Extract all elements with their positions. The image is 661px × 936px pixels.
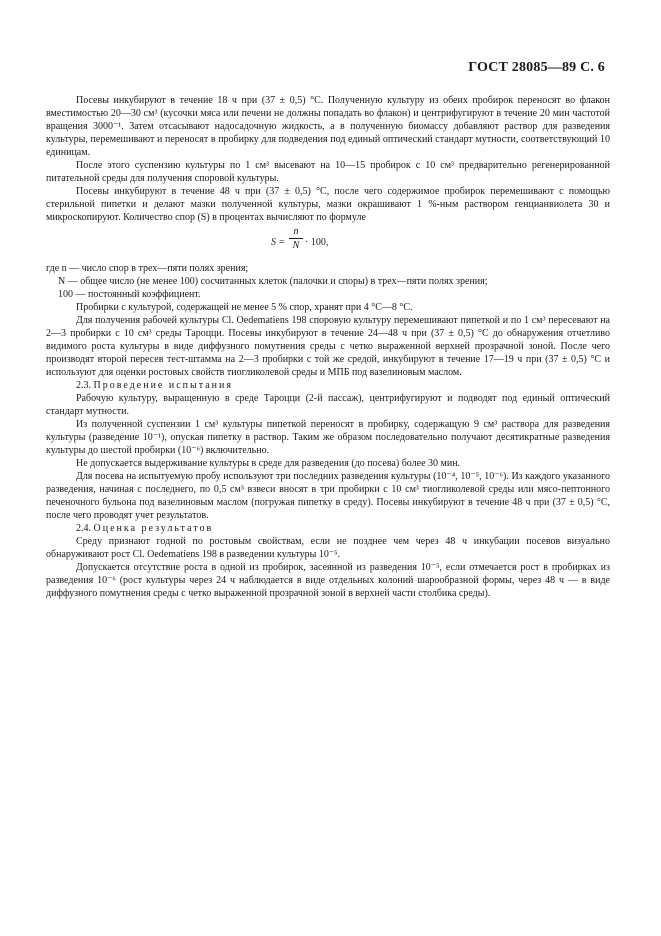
section-heading [46,379,610,392]
formula-fraction [289,226,303,253]
page-header: ГОСТ 28085—89 С. 6 [468,60,605,75]
paragraph: Для посева на испытуемую пробу используют три последних разведения культуры (10⁻⁴, 10⁻⁵, 10⁻⁶). Из каждого указанного разведения, начиная с последнего, по 0,5 см³ взвеси вносят в три пробирки с 10 см³ тиогликолевой среды или мясо-пептонного печеночного бульона под вазелиновым маслом (погружая пипетку в среду). Посевы инкубируют в течение 48 ч при (37 ± 0,5) °С, после чего проводят учет результатов. [46,471,610,521]
paragraph: Посевы инкубируют в течение 48 ч при (37 ± 0,5) °С, после чего содержимое пробирок перемешивают с помощью стерильной пипетки и делают мазки полученной культуры, мазки окрашивают 1 %-ным раствором генцианвиолета 30 и микроскопируют. Количество спор (S) в процентах вычисляют по формуле [46,186,610,223]
paragraph: Не допускается выдерживание культуры в среде для разведения (до посева) более 30 мин. [76,458,461,469]
definition-line: 100 — постоянный коэффициент. [58,289,201,300]
formula-lhs: S = [271,237,286,248]
section-heading [46,522,610,535]
formula-rhs: · 100, [305,237,329,248]
paragraph: Из полученной суспензии 1 см³ культуры пипеткой переносят в пробирку, содержащую 9 см³ раствора для разведения культуры (разведение 10⁻¹), опуская пипетку в раствор. Таким же образом последовательно получают десятикратные разведения культуры до шестой пробирки (10⁻⁶) включительно. [46,419,610,456]
section-title: Оценка результатов [93,523,214,534]
paragraph: Среду признают годной по ростовым свойствам, если не позднее чем через 48 ч инкубации посевов визуально обнаруживают рост Cl. Oedematiens 198 в разведении культуры 10⁻⁵. [46,536,610,560]
section-title: Проведение испытания [93,380,233,391]
formula-numerator: n [289,226,303,239]
formula-denominator: N [292,240,300,251]
section-number: 2.4. [76,523,91,534]
paragraph: Для получения рабочей культуры Cl. Oedematiens 198 споровую культуру перемешивают пипеткой и по 1 см³ пересевают на 2—3 пробирки с 10 см³ среды Тароцци. Посевы инкубируют в течение 24—48 ч при (37 ± 0,5) °С до обнаружения отчетливо видимого роста культуры в виде диффузного помутнения среды с четко выраженной верхней прозрачной зоной. После чего производят второй пересев тест-штамма на 2—3 пробирки с той же средой, инкубируют в течение 17—19 ч при (37 ± 0,5) °С и используют для оценки ростовых свойств тиогликолевой среды и МПБ под вазелиновым маслом. [46,315,610,378]
spore-formula [46,226,610,260]
paragraph: Пробирки с культурой, содержащей не менее 5 % спор, хранят при 4 °С—8 °С. [76,302,413,313]
definition-line: N — общее число (не менее 100) сосчитанных клеток (палочки и споры) в трех—пяти полях зрения; [58,276,488,287]
paragraph: Рабочую культуру, выращенную в среде Тароцци (2-й пассаж), центрифугируют и подводят под единый оптический стандарт мутности. [46,393,610,417]
section-number: 2.3. [76,380,91,391]
document-body [46,94,610,600]
paragraph: Посевы инкубируют в течение 18 ч при (37 ± 0,5) °С. Полученную культуру из обеих пробирок переносят во флакон вместимостью 20—30 см³ (кусочки мяса или печени не должны попадать во флакон) и центрифугируют в течение 20 мин частотой вращения 3000⁻¹. Затем отсасывают надосадочную жидкость, а в полученную биомассу добавляют раствор для разведения культуры, перемешивают и переносят в пробирку для подведения под единый оптический стандарт мутности, соответствующий 10 единицам. [46,95,610,158]
paragraph: Допускается отсутствие роста в одной из пробирок, засеянной из разведения 10⁻⁵, если отмечается рост в пробирках из разведения 10⁻⁶ (рост культуры через 24 ч наблюдается в виде отдельных колоний шарообразной формы, через 48 ч — в виде диффузного помутнения среды с четко выраженной прозрачной зоной в верхней части столбика среды). [46,562,610,599]
definition-line: где n — число спор в трех—пяти полях зрения; [46,263,249,274]
paragraph: После этого суспензию культуры по 1 см³ высевают на 10—15 пробирок с 10 см³ предварительно регенерированной питательной среды для получения споровой культуры. [46,160,610,184]
